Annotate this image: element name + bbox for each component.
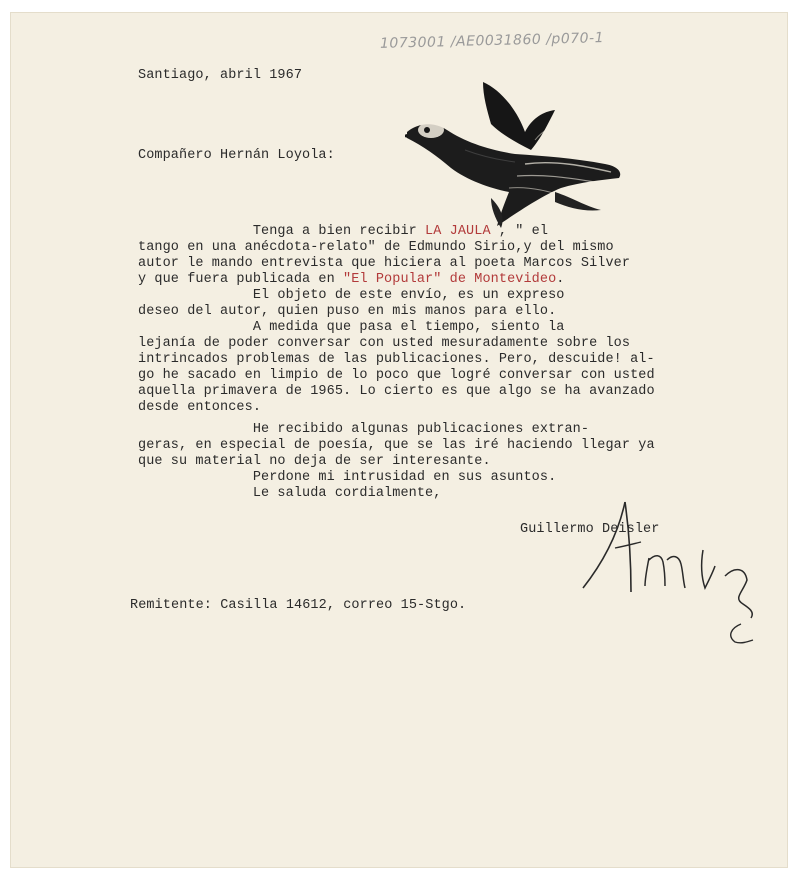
book-title: LA JAULA [425,224,491,239]
body-line: desde entonces. [138,400,262,415]
sender-line: Remitente: Casilla 14612, correo 15-Stgo. [130,598,467,613]
body-line: go he sacado en limpio de lo poco que logré conversar con usted [138,368,655,383]
archive-reference: 1073001 /AE0031860 /p070-1 [379,30,605,52]
letter-paper [10,12,788,868]
body-line: aquella primavera de 1965. Lo cierto es que algo se ha avanzado [138,384,655,399]
body-line: El objeto de este envío, es un expreso [138,288,565,303]
handwritten-signature [575,500,765,650]
typed-signature-name: Guillermo Deisler [520,522,660,537]
body-line: geras, en especial de poesía, que se las iré haciendo llegar ya [138,438,655,453]
body-line: deseo del autor, quien puso en mis manos para ello. [138,304,557,319]
body-line: A medida que pasa el tiempo, siento la [138,320,565,335]
body-line-text: . [556,272,565,287]
date-line: Santiago, abril 1967 [138,68,303,83]
body-line: tango en una anécdota-relato" de Edmundo Sirio,y del mismo [138,240,614,255]
newspaper-name: "El Popular" de Montevideo [343,272,557,287]
bird-illustration [405,80,627,230]
body-line-text: Tenga a bien recibir [138,224,426,239]
body-line: autor le mando entrevista que hiciera al poeta Marcos Silver [138,256,631,271]
body-line: que su material no deja de ser interesante. [138,454,491,469]
body-line-text: , " el [490,224,549,239]
body-line: Le saluda cordialmente, [138,486,442,501]
body-line [138,224,548,239]
body-line: intrincados problemas de las publicaciones. Pero, descuide! al- [138,352,655,367]
body-line: He recibido algunas publicaciones extran- [138,422,590,437]
body-line: lejanía de poder conversar con usted mesuradamente sobre los [138,336,631,351]
body-line [138,272,564,287]
body-line-text: y que fuera publicada en [138,272,344,287]
body-line: Perdone mi intrusidad en sus asuntos. [138,470,557,485]
salutation: Compañero Hernán Loyola: [138,148,335,163]
